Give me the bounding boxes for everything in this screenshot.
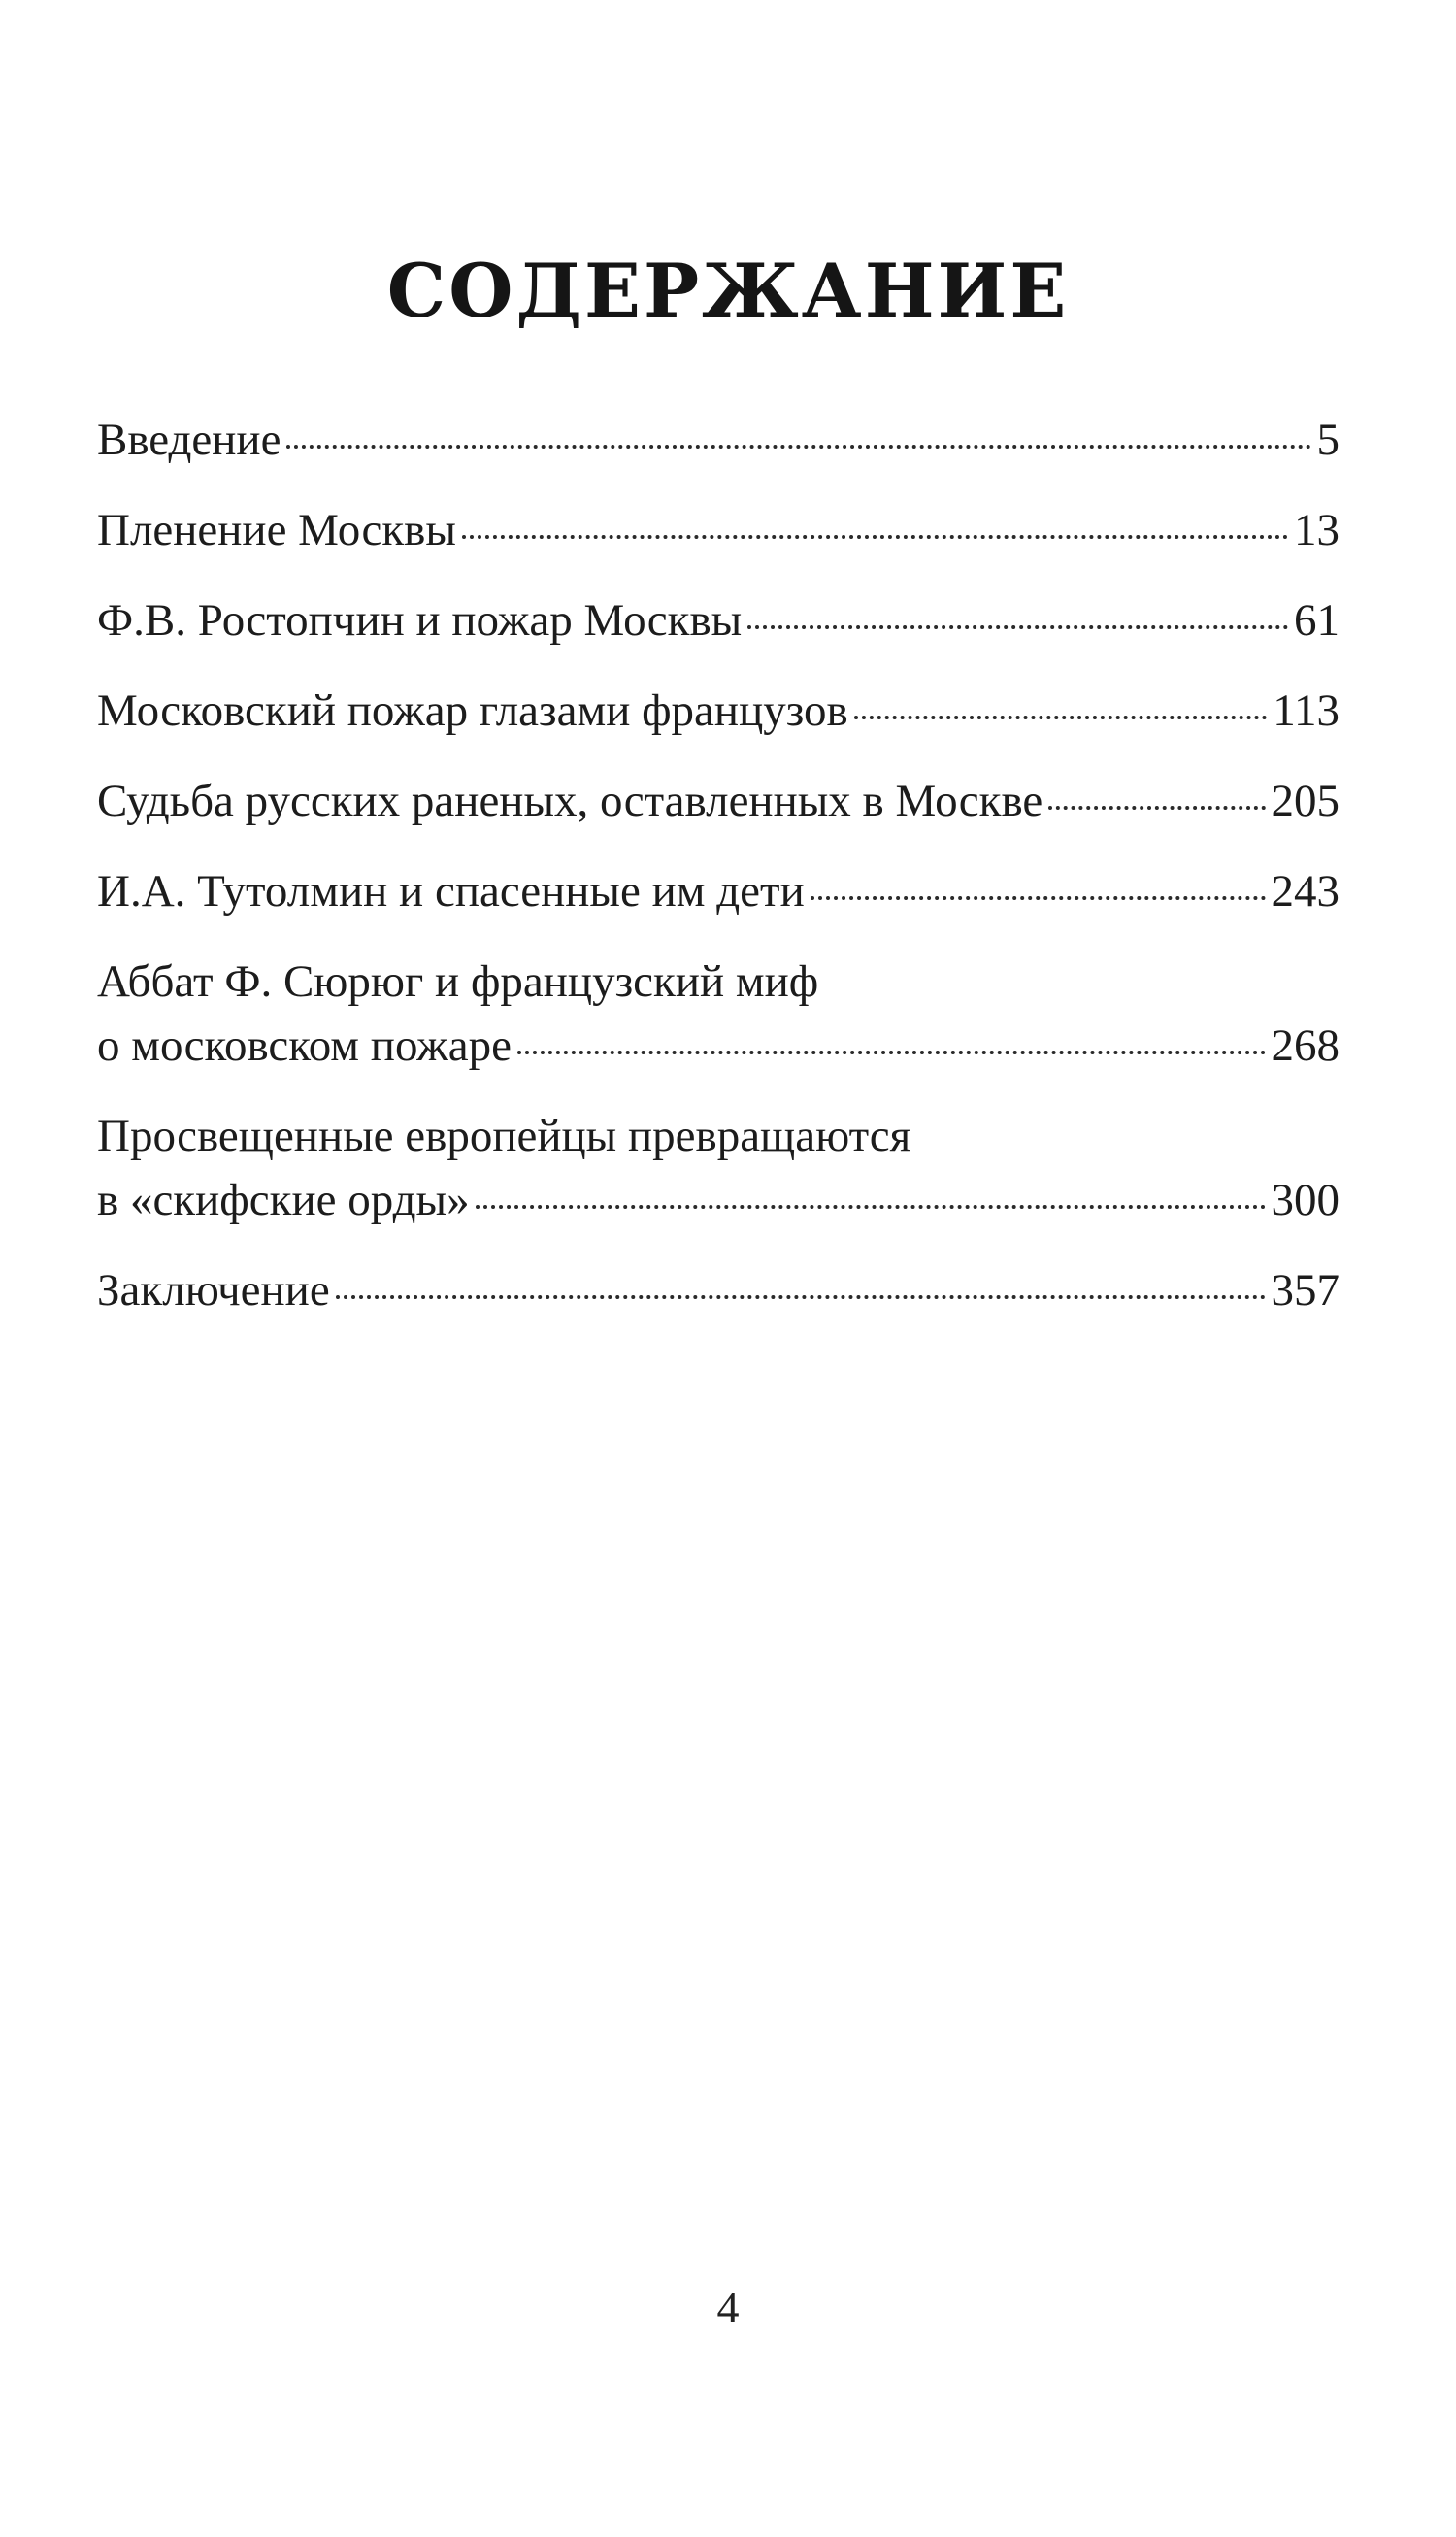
toc-line [97, 498, 1340, 562]
toc-entry-page: 243 [1271, 866, 1340, 917]
toc-entry-page: 113 [1273, 685, 1340, 736]
toc-entry-introduction [97, 408, 1340, 472]
dot-leader [517, 1051, 1266, 1054]
toc-entry-surugue [97, 950, 1340, 1078]
page-number: 4 [716, 2283, 740, 2332]
toc-entry-title: в «скифские орды» [97, 1175, 470, 1225]
toc-entry-title-first-line: Просвещенные европейцы превращаются [97, 1111, 911, 1161]
dot-leader [854, 716, 1268, 719]
toc-entry-title: Московский пожар глазами французов [97, 685, 848, 736]
toc-entry-wounded [97, 769, 1340, 833]
toc-line [97, 588, 1340, 652]
dot-leader [336, 1295, 1266, 1299]
toc-entry-title: Заключение [97, 1265, 330, 1316]
toc-line [97, 408, 1340, 472]
toc-entry-title: И.А. Тутолмин и спасенные им дети [97, 866, 805, 917]
dot-leader [747, 625, 1288, 629]
toc-line [97, 769, 1340, 833]
toc-line [97, 1014, 1340, 1078]
toc-entry-title: Ф.В. Ростопчин и пожар Москвы [97, 595, 743, 646]
dot-leader [476, 1205, 1266, 1209]
toc-entry-title: Пленение Москвы [97, 505, 456, 555]
toc-line [97, 1168, 1340, 1232]
toc-entry-capture-of-moscow [97, 498, 1340, 562]
toc-line [97, 679, 1340, 743]
toc-entry-page: 357 [1271, 1265, 1340, 1316]
toc-entry-scythian-hordes [97, 1104, 1340, 1232]
toc-entry-title: Судьба русских раненых, оставленных в Москве [97, 776, 1043, 826]
toc-entry-tutolmin [97, 859, 1340, 923]
dot-leader [811, 896, 1266, 900]
toc-entry-rostopchin [97, 588, 1340, 652]
dot-leader [286, 445, 1310, 449]
toc-entry-page: 61 [1294, 595, 1340, 646]
toc-entry-title: Введение [97, 415, 281, 465]
toc-entry-title-first-line: Аббат Ф. Сюрюг и французский миф [97, 956, 819, 1007]
toc-entry-page: 268 [1271, 1020, 1340, 1071]
toc-entry-title: о московском пожаре [97, 1020, 512, 1071]
toc-entry-page: 13 [1294, 505, 1340, 555]
toc-entry-page: 205 [1271, 776, 1340, 826]
table-of-contents [97, 408, 1340, 1322]
toc-entry-page: 300 [1271, 1175, 1340, 1225]
toc-entry-conclusion [97, 1258, 1340, 1322]
toc-entry-moscow-fire [97, 679, 1340, 743]
toc-line [97, 859, 1340, 923]
dot-leader [462, 535, 1288, 539]
dot-leader [1048, 806, 1265, 810]
toc-entry-page: 5 [1316, 415, 1340, 465]
page-title: СОДЕРЖАНИЕ [386, 248, 1070, 334]
toc-line [97, 1258, 1340, 1322]
